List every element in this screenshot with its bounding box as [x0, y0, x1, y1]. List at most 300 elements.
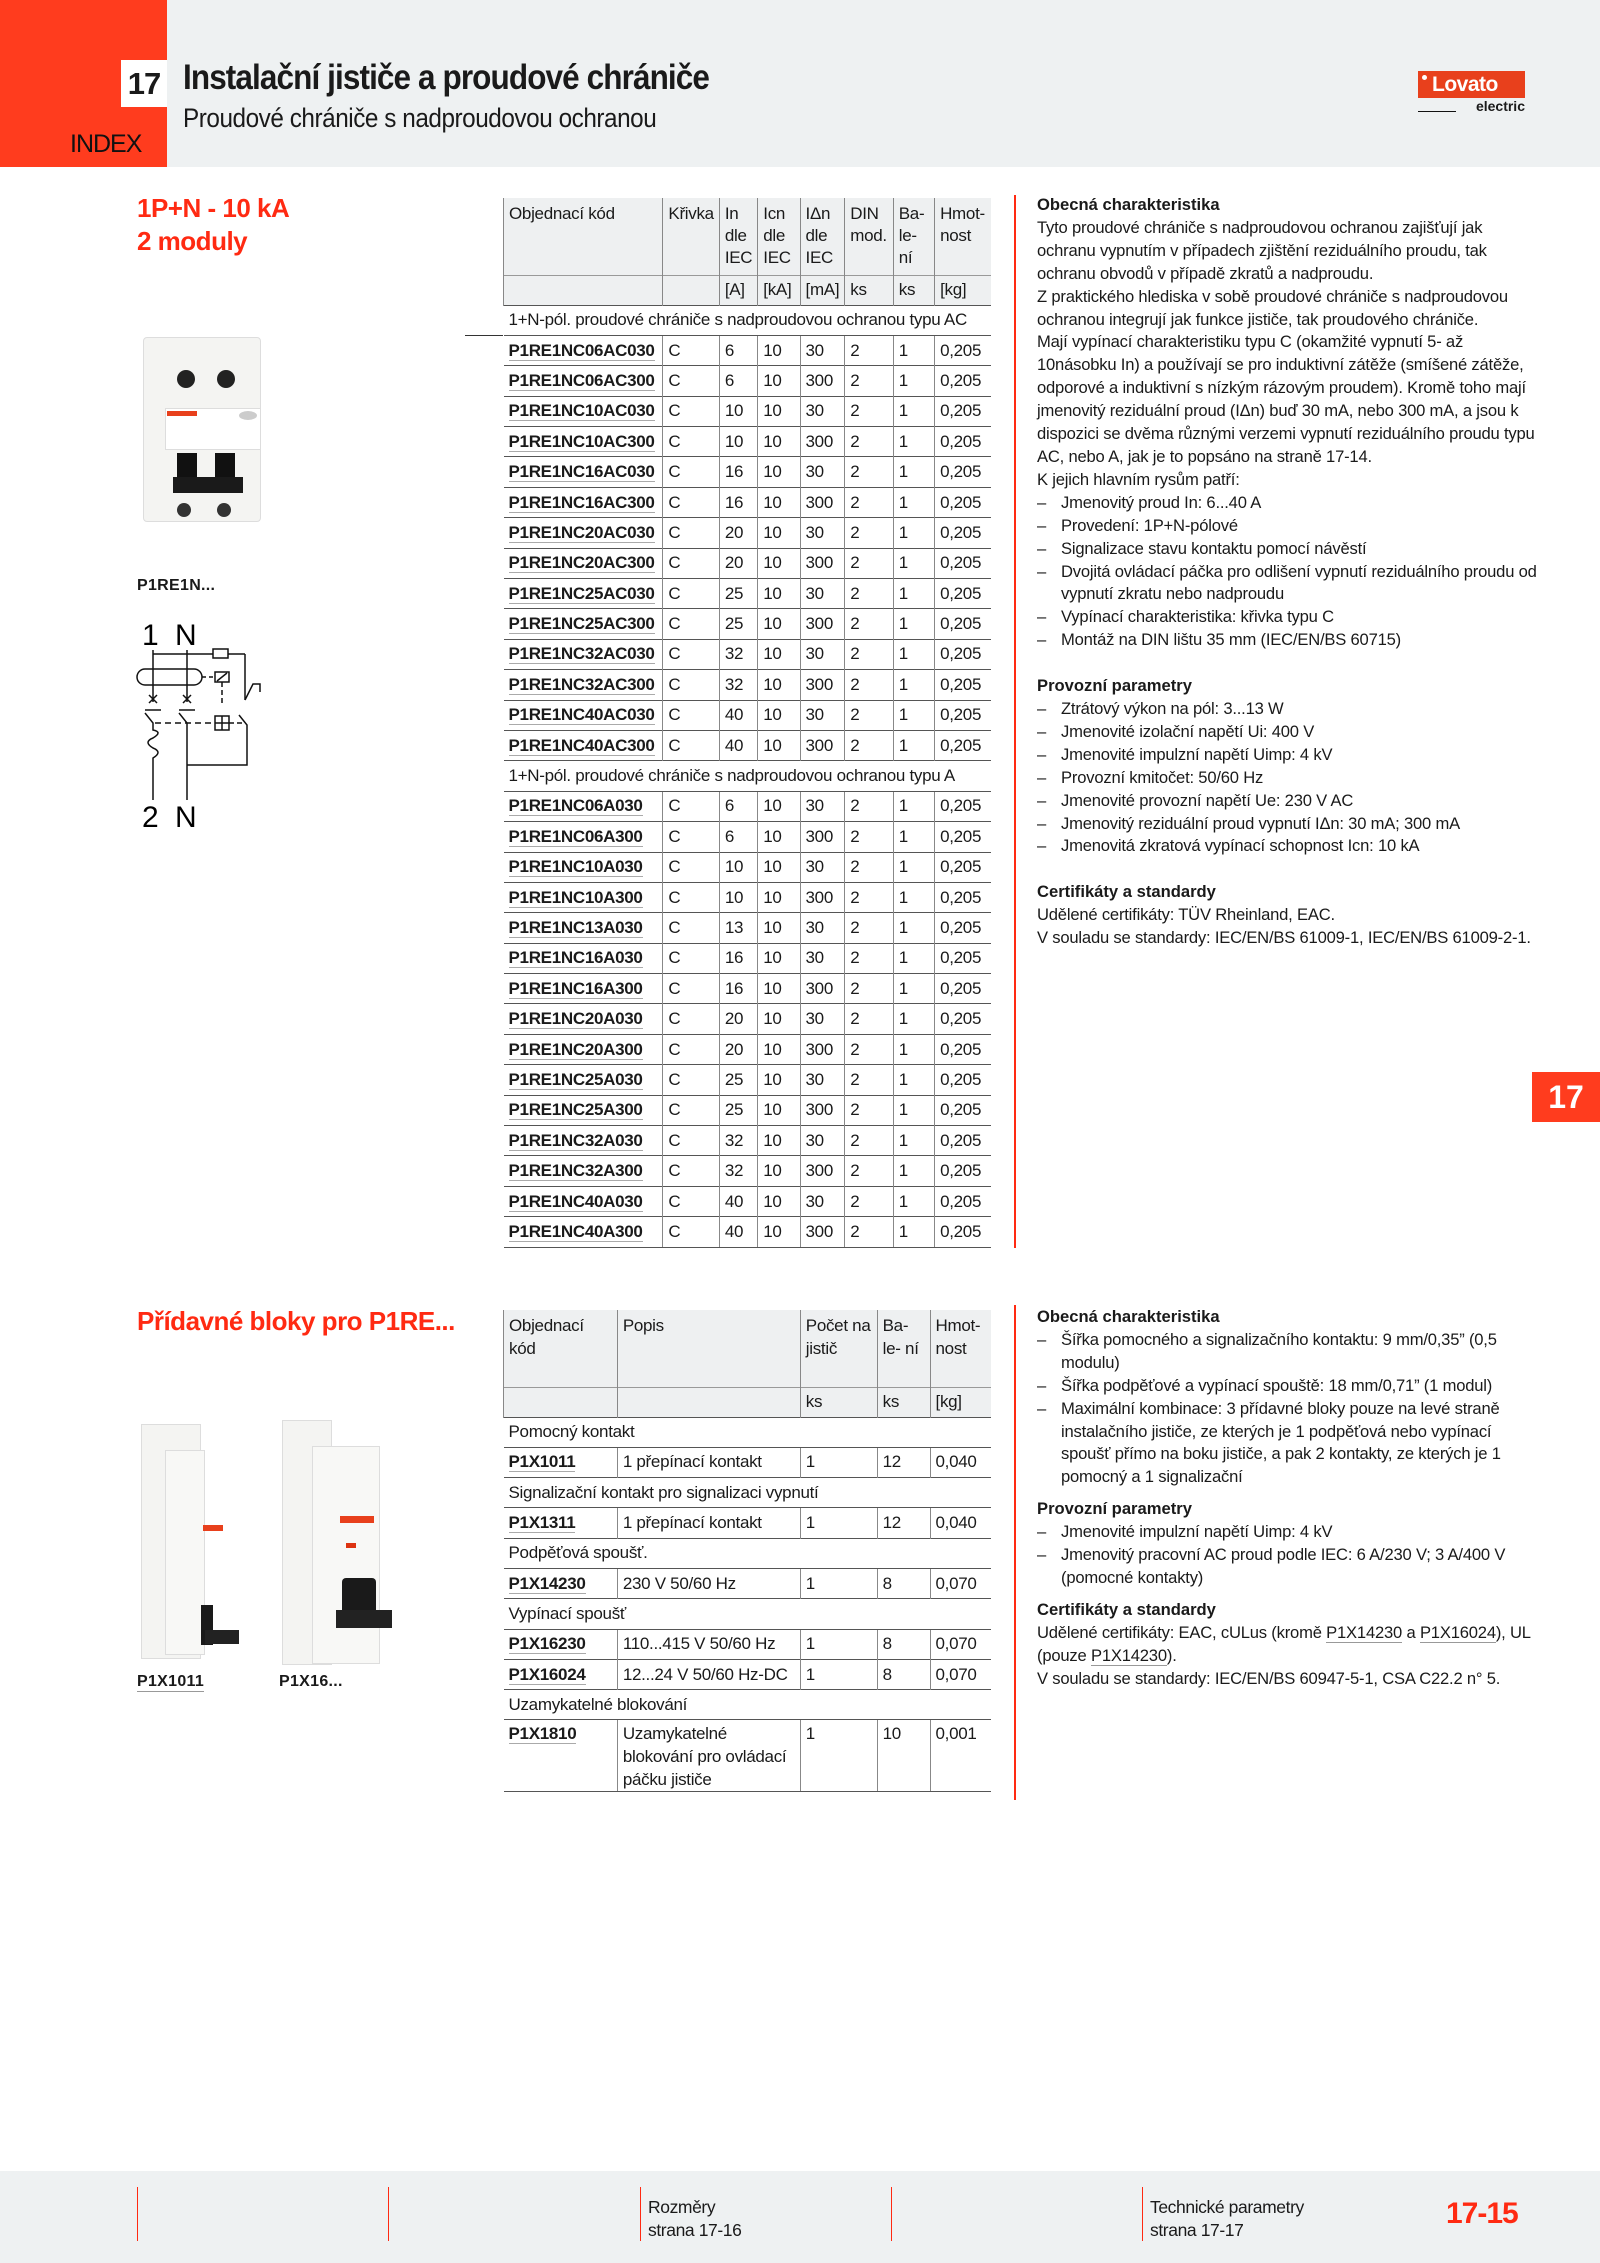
logo-subtext: electric [1418, 98, 1525, 114]
column-header: IΔn dle IEC [800, 198, 845, 275]
table-cell: 10 [758, 427, 800, 457]
table-cell: 13 [719, 913, 757, 943]
table-cell: C [663, 487, 719, 517]
table-row [504, 882, 992, 912]
table-cell: 0,040 [930, 1447, 991, 1477]
table-cell: C [663, 1156, 719, 1186]
table-cell: 1 [893, 518, 934, 548]
table-cell: 40 [719, 700, 757, 730]
table-cell: 10 [758, 670, 800, 700]
order-code-link[interactable]: P1RE1NC40AC300 [508, 735, 655, 755]
order-code-link[interactable]: P1RE1NC40A030 [508, 1191, 643, 1211]
table-group-row [504, 305, 992, 335]
table-cell [504, 852, 663, 882]
footer-link-page[interactable]: strana 17-16 [648, 2220, 742, 2240]
index-link[interactable]: INDEX [70, 130, 142, 158]
table-cell: C [663, 822, 719, 852]
table-cell: 1 přepínací kontakt [617, 1447, 800, 1477]
table-cell: 0,205 [935, 1156, 991, 1186]
table-group-row [504, 1417, 992, 1447]
table-header-row [504, 1310, 992, 1387]
section1-divider [1014, 195, 1016, 1248]
order-code-link[interactable]: P1RE1NC10A030 [508, 857, 643, 877]
column-unit: ks [893, 275, 934, 305]
diagram-label-n-top: N [175, 620, 197, 652]
table-cell: 30 [800, 1065, 845, 1095]
table-cell: 2 [845, 1126, 893, 1156]
cert-heading: Certifikáty a standardy [1037, 882, 1216, 902]
table-cell: 300 [800, 1034, 845, 1064]
order-code-link[interactable]: P1RE1NC32A300 [508, 1161, 643, 1181]
table-cell [504, 1720, 618, 1792]
table-cell: 10 [758, 518, 800, 548]
table-row [504, 579, 992, 609]
order-code-link[interactable]: P1X16024 [508, 1664, 586, 1684]
footer-divider [137, 2187, 138, 2241]
table-cell: 0,205 [935, 366, 991, 396]
order-code-link[interactable]: P1RE1NC20AC300 [508, 553, 655, 573]
table-cell: 1 [893, 730, 934, 760]
table-cell [504, 1217, 663, 1247]
section2-description [1037, 1306, 1537, 1691]
table-cell [504, 1186, 663, 1216]
table-cell: 300 [800, 1095, 845, 1125]
table-row [504, 852, 992, 882]
table-cell: 2 [845, 335, 893, 365]
table-cell: 40 [719, 730, 757, 760]
table-cell: 6 [719, 791, 757, 821]
cert-text: a [1402, 1622, 1420, 1642]
order-code-link[interactable]: P1RE1NC32AC030 [508, 644, 655, 664]
table-cell: 0,205 [935, 548, 991, 578]
table-cell: C [663, 913, 719, 943]
table-cell: C [663, 1186, 719, 1216]
table-cell: 30 [800, 579, 845, 609]
list-item: – Montáž na DIN lištu 35 mm (IEC/EN/BS 60715) [1037, 629, 1537, 652]
column-unit [617, 1387, 800, 1417]
table-cell [504, 457, 663, 487]
table-row [504, 730, 992, 760]
table-cell: C [663, 670, 719, 700]
table-cell: 16 [719, 457, 757, 487]
order-code-link[interactable]: P1RE1NC25AC300 [508, 614, 655, 634]
cert-heading: Certifikáty a standardy [1037, 1599, 1216, 1619]
table-cell: 10 [719, 882, 757, 912]
list-item: – Šířka podpěťové a vypínací spouště: 18 mm/0,71” (1 modul) [1037, 1375, 1537, 1398]
table-cell: 6 [719, 335, 757, 365]
column-unit [663, 275, 719, 305]
table-cell: 30 [800, 1126, 845, 1156]
product-caption-p1x16: P1X16... [279, 1673, 343, 1690]
table-cell: 1 [893, 639, 934, 669]
table-cell: Uzamykatelné blokování pro ovládací páčku jističe [617, 1720, 800, 1792]
chapter-side-tab[interactable]: 17 [1532, 1072, 1600, 1122]
product-caption-p1x1011[interactable]: P1X1011 [137, 1673, 205, 1690]
diagram-label-n-bottom: N [175, 801, 197, 834]
table-row [504, 1659, 992, 1689]
page-number: 17-15 [1446, 2197, 1518, 2230]
table-cell: 20 [719, 548, 757, 578]
table-cell: C [663, 700, 719, 730]
table-cell: 1 [893, 791, 934, 821]
order-code-link[interactable]: P1X1311 [508, 1513, 576, 1533]
table-cell: 300 [800, 974, 845, 1004]
table-cell: C [663, 974, 719, 1004]
table-row [504, 366, 992, 396]
table-cell: 30 [800, 639, 845, 669]
table-row [504, 1568, 992, 1598]
table-row [504, 1629, 992, 1659]
table-cell [504, 1095, 663, 1125]
params-heading: Provozní parametry [1037, 1499, 1192, 1519]
table-cell: 2 [845, 579, 893, 609]
table-cell: 0,205 [935, 335, 991, 365]
table-cell: 16 [719, 974, 757, 1004]
table-cell: C [663, 943, 719, 973]
table-cell: 8 [877, 1568, 930, 1598]
order-code-link[interactable]: P1RE1NC16A030 [508, 948, 643, 968]
table-cell: 1 [893, 822, 934, 852]
table-cell: C [663, 548, 719, 578]
table-cell: 1 [800, 1508, 877, 1538]
footer-link-page[interactable]: strana 17-17 [1150, 2220, 1244, 2240]
list-item: – Provedení: 1P+N-pólové [1037, 515, 1537, 538]
table-cell: 2 [845, 639, 893, 669]
table-cell: 30 [800, 457, 845, 487]
table-cell: 2 [845, 396, 893, 426]
table-cell [504, 913, 663, 943]
table-cell: 6 [719, 366, 757, 396]
order-code-link[interactable]: P1RE1NC20AC030 [508, 522, 655, 542]
table-cell: 16 [719, 487, 757, 517]
table-cell: 1 [893, 670, 934, 700]
footer-divider [640, 2187, 641, 2241]
table-cell: 1 [893, 396, 934, 426]
table-cell [504, 579, 663, 609]
column-unit: [mA] [800, 275, 845, 305]
list-item: – Jmenovitý reziduální proud vypnutí IΔn: 30 mA; 300 mA [1037, 813, 1537, 836]
table-cell: 10 [758, 366, 800, 396]
table-cell: 10 [758, 1034, 800, 1064]
table-cell: C [663, 639, 719, 669]
table-cell: 2 [845, 1217, 893, 1247]
table-group-row [504, 761, 992, 791]
table-cell: 30 [800, 335, 845, 365]
table-cell: 0,205 [935, 700, 991, 730]
table-cell: 10 [758, 791, 800, 821]
order-code-link[interactable]: P1RE1NC16AC030 [508, 462, 655, 482]
table-cell: 300 [800, 487, 845, 517]
table-cell: 10 [758, 700, 800, 730]
table-cell: 2 [845, 700, 893, 730]
table-cell: 1 přepínací kontakt [617, 1508, 800, 1538]
table-cell: 0,205 [935, 1095, 991, 1125]
list-item: – Šířka pomocného a signalizačního kontaktu: 9 mm/0,35” (0,5 modulu) [1037, 1329, 1537, 1375]
cert-product-link[interactable]: P1X16024 [1419, 1622, 1496, 1642]
table-cell: 230 V 50/60 Hz [617, 1568, 800, 1598]
table-cell [504, 609, 663, 639]
column-unit: [kg] [930, 1387, 991, 1417]
table-cell: 2 [845, 791, 893, 821]
table-row [504, 791, 992, 821]
cert-line: V souladu se standardy: IEC/EN/BS 61009-1, IEC/EN/BS 61009-2-1. [1037, 928, 1531, 948]
table-cell: 2 [845, 882, 893, 912]
table-cell: 10 [758, 1004, 800, 1034]
table-cell: C [663, 1004, 719, 1034]
footer-link-title[interactable]: Rozměry [648, 2197, 716, 2217]
table-cell: C [663, 427, 719, 457]
column-unit: [kg] [935, 275, 991, 305]
order-code-link[interactable]: P1RE1NC20A300 [508, 1039, 643, 1059]
table-cell: 30 [800, 1186, 845, 1216]
table-cell: 1 [893, 913, 934, 943]
table-cell: 2 [845, 852, 893, 882]
table-cell [504, 1629, 618, 1659]
wiring-diagram [135, 620, 285, 835]
footer-divider [388, 2187, 389, 2241]
order-code-link[interactable]: P1RE1NC40A300 [508, 1221, 643, 1241]
general-heading: Obecná charakteristika [1037, 195, 1220, 214]
table-cell: C [663, 730, 719, 760]
order-code-link[interactable]: P1RE1NC10AC030 [508, 401, 655, 421]
cert-product-link[interactable]: P1X14230 [1090, 1645, 1167, 1665]
list-item: – Jmenovitá zkratová vypínací schopnost Icn: 10 kA [1037, 835, 1537, 858]
list-item: – Jmenovité izolační napětí Ui: 400 V [1037, 721, 1537, 744]
table-row [504, 913, 992, 943]
group-label: Pomocný kontakt [504, 1417, 992, 1447]
table-cell: 2 [845, 518, 893, 548]
table-cell: 0,070 [930, 1659, 991, 1689]
table-cell: 2 [845, 1095, 893, 1125]
table-cell [504, 427, 663, 457]
order-code-link[interactable]: P1X1011 [508, 1452, 576, 1472]
table-cell: 0,070 [930, 1629, 991, 1659]
table-group-row [504, 1690, 992, 1720]
table-cell: 30 [800, 700, 845, 730]
table-cell: C [663, 457, 719, 487]
general-list [1037, 1329, 1537, 1489]
order-code-link[interactable]: P1RE1NC10A300 [508, 887, 643, 907]
column-unit: ks [845, 275, 893, 305]
table-group-row [504, 1478, 992, 1508]
general-paragraph: Mají vypínací charakteristiku typu C (okamžité vypnutí 5- až 10násobku In) a používají se pro induktivní zátěže (smíšené zátěže, odporové a induktivní s nízkým rázovým proudem). Kromě toho mají jmenovitý reziduální proud (IΔn) buď 30 mA, nebo 300 mA, a jsou k dispozici se dvěma různými verzemi vypnutí reziduálního proudu typu AC, nebo A, jak je to popsáno na straně 17-14. [1037, 332, 1535, 466]
lovato-logo [1418, 71, 1525, 114]
column-unit [504, 1387, 618, 1417]
table-cell: 2 [845, 609, 893, 639]
table-cell: 1 [893, 1065, 934, 1095]
table-cell [504, 1659, 618, 1689]
group-label: 1+N-pól. proudové chrániče s nadproudovou ochranou typu A [504, 761, 992, 791]
table-cell: 2 [845, 974, 893, 1004]
list-item: – Dvojitá ovládací páčka pro odlišení vypnutí reziduálního proudu od vypnutí zkratu nebo nadproudu [1037, 561, 1537, 607]
table-cell: 300 [800, 822, 845, 852]
table1-group-rule [465, 335, 503, 336]
table-cell: C [663, 579, 719, 609]
table-cell: C [663, 518, 719, 548]
table-cell: 1 [893, 1126, 934, 1156]
list-item: – Jmenovitý pracovní AC proud podle IEC: 6 A/230 V; 3 A/400 V (pomocné kontakty) [1037, 1544, 1537, 1590]
table-cell: 1 [893, 1217, 934, 1247]
order-code-link[interactable]: P1RE1NC32AC300 [508, 674, 655, 694]
table-cell: 10 [758, 730, 800, 760]
footer-link-dimensions[interactable] [648, 2196, 741, 2242]
table-row [504, 1065, 992, 1095]
table-cell: 1 [893, 1186, 934, 1216]
table-cell: 1 [893, 1156, 934, 1186]
table-cell [504, 882, 663, 912]
general-paragraph: Tyto proudové chrániče s nadproudovou ochranou zajišťují jak ochranu vypnutím v případech zjištění reziduálního proudu, tak ochranu obvodů v případě zkratů a nadproudu. [1037, 217, 1487, 283]
table-cell: 25 [719, 579, 757, 609]
table-cell [504, 1508, 618, 1538]
footer-link-technical[interactable] [1150, 2196, 1304, 2242]
order-code-link[interactable]: P1RE1NC16A300 [508, 978, 643, 998]
table-cell: 2 [845, 366, 893, 396]
table-cell: 1 [893, 548, 934, 578]
features-list [1037, 492, 1537, 652]
logo-text: Lovato [1418, 71, 1525, 98]
table-row [504, 822, 992, 852]
table-cell: 0,205 [935, 1186, 991, 1216]
column-header: Křivka [663, 198, 719, 275]
order-code-link[interactable]: P1X16230 [508, 1634, 586, 1654]
order-code-link[interactable]: P1RE1NC13A030 [508, 918, 643, 937]
cert-line: Udělené certifikáty: TÜV Rheinland, EAC. [1037, 905, 1335, 925]
table-cell: 300 [800, 427, 845, 457]
table-row [504, 457, 992, 487]
table-cell: 1 [800, 1659, 877, 1689]
table-cell: 10 [758, 457, 800, 487]
product-image-p1re1n [137, 335, 285, 527]
order-code-link[interactable]: P1RE1NC10AC300 [508, 431, 655, 451]
section2-title: Přídavné bloky pro P1RE... [137, 1306, 455, 1336]
order-code-link[interactable]: P1X14230 [508, 1573, 586, 1593]
table-header-row [504, 198, 992, 275]
group-label: Podpěťová spoušť. [504, 1538, 992, 1568]
table-cell: 0,205 [935, 1004, 991, 1034]
table-cell: 30 [800, 913, 845, 943]
list-item: – Vypínací charakteristika: křivka typu C [1037, 606, 1537, 629]
list-item: – Jmenovitý proud In: 6...40 A [1037, 492, 1537, 515]
table-units-row [504, 1387, 992, 1417]
table-cell [504, 639, 663, 669]
order-code-link[interactable]: P1RE1NC06AC030 [508, 340, 655, 360]
table-cell: 0,205 [935, 1126, 991, 1156]
footer-divider [891, 2187, 892, 2241]
table-cell: 0,205 [935, 974, 991, 1004]
table-cell: 40 [719, 1217, 757, 1247]
table-group-row [504, 1538, 992, 1568]
table-cell: 25 [719, 1095, 757, 1125]
table-cell: 1 [893, 1034, 934, 1064]
order-code-link[interactable]: P1RE1NC16AC300 [508, 492, 655, 512]
table-cell: C [663, 791, 719, 821]
table-cell: 30 [800, 1004, 845, 1034]
table-cell: 300 [800, 1156, 845, 1186]
table-cell: 32 [719, 1126, 757, 1156]
footer-link-title[interactable]: Technické parametry [1150, 2197, 1304, 2217]
table-cell: 300 [800, 882, 845, 912]
table-cell: 10 [758, 548, 800, 578]
table-cell: 10 [758, 852, 800, 882]
column-unit [504, 275, 663, 305]
table-cell: 10 [758, 1126, 800, 1156]
table-cell: 0,040 [930, 1508, 991, 1538]
table-row [504, 1156, 992, 1186]
cert-text: ), UL (pouze [1037, 1622, 1531, 1665]
table-cell: 10 [758, 882, 800, 912]
table-cell [504, 943, 663, 973]
table-cell: 0,205 [935, 913, 991, 943]
table-row [504, 670, 992, 700]
table-cell: 300 [800, 670, 845, 700]
column-header: Ba- le- ní [893, 198, 934, 275]
table-row [504, 700, 992, 730]
table-row [504, 943, 992, 973]
table-cell [504, 487, 663, 517]
column-header: Hmot- nost [935, 198, 991, 275]
table-cell: 10 [758, 396, 800, 426]
order-code-link[interactable]: P1RE1NC32A030 [508, 1130, 643, 1150]
table-cell: C [663, 1095, 719, 1125]
section1-description [1037, 194, 1537, 950]
diagram-label-1: 1 [142, 620, 159, 652]
table-cell: 10 [758, 1217, 800, 1247]
table-cell: 0,001 [930, 1720, 991, 1792]
table-cell: 1 [893, 700, 934, 730]
table-cell: C [663, 1217, 719, 1247]
table-cell: 0,205 [935, 487, 991, 517]
table-cell: 2 [845, 1004, 893, 1034]
table-cell [504, 730, 663, 760]
table-row [504, 1034, 992, 1064]
order-code-link[interactable]: P1RE1NC40AC030 [508, 705, 655, 725]
order-code-link[interactable]: P1RE1NC06A300 [508, 826, 643, 846]
order-code-link[interactable]: P1RE1NC06A030 [508, 796, 643, 816]
table-cell: 30 [800, 791, 845, 821]
table-cell [504, 1156, 663, 1186]
cert-line [1037, 1622, 1537, 1668]
table-row [504, 1720, 992, 1792]
table-row [504, 974, 992, 1004]
page-subtitle: Proudové chrániče s nadproudovou ochranou [183, 103, 657, 133]
order-code-link[interactable]: P1RE1NC25A300 [508, 1100, 643, 1120]
table-cell: 2 [845, 487, 893, 517]
table-row [504, 1447, 992, 1477]
table-row [504, 1186, 992, 1216]
order-code-link[interactable]: P1RE1NC20A030 [508, 1009, 643, 1029]
table-cell: 1 [893, 882, 934, 912]
table-row [504, 518, 992, 548]
table-row [504, 639, 992, 669]
table-row [504, 487, 992, 517]
group-label: Uzamykatelné blokování [504, 1690, 992, 1720]
table-cell: 0,205 [935, 518, 991, 548]
table-cell: 1 [800, 1447, 877, 1477]
table-cell: 1 [893, 427, 934, 457]
order-code-link[interactable]: P1X1810 [508, 1724, 577, 1744]
order-code-link[interactable]: P1RE1NC06AC300 [508, 370, 655, 390]
table-cell: C [663, 1126, 719, 1156]
order-code-link[interactable]: P1RE1NC25A030 [508, 1069, 643, 1089]
cert-product-link[interactable]: P1X14230 [1326, 1622, 1403, 1642]
table-cell [504, 1065, 663, 1095]
cert-line: V souladu se standardy: IEC/EN/BS 60947-5-1, CSA C22.2 n° 5. [1037, 1668, 1501, 1688]
table-cell: 25 [719, 609, 757, 639]
order-code-link[interactable]: P1RE1NC25AC030 [508, 583, 655, 603]
table-row [504, 1126, 992, 1156]
table-cell: 0,205 [935, 427, 991, 457]
general-paragraph: K jejich hlavním rysům patří: [1037, 469, 1240, 489]
